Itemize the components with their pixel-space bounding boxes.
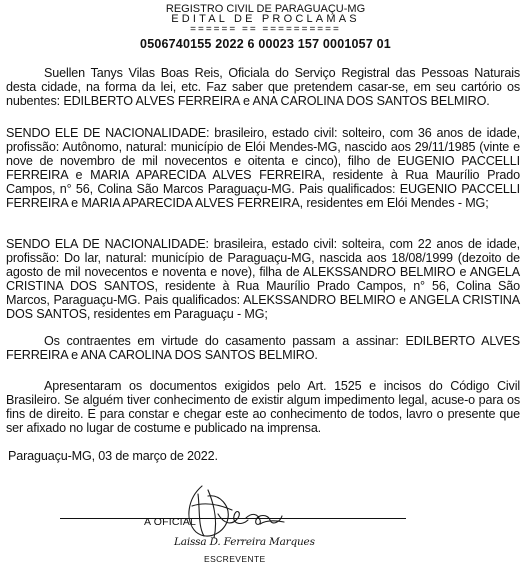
- registration-code: 0506740155 2022 6 00023 157 0001057 01: [140, 37, 391, 51]
- documents-paragraph: Apresentaram os documentos exigidos pelo Art. 1525 e incisos do Código Civil Brasileiro. Se alguém tiver conhecimento de existir algum impedimento legal, acuse-o para os fins de direito. E para constar e chegar este ao conhecimento de todos, lavro o presente que ser afixado no lugar de costume e publicado na imprensa.: [6, 379, 520, 435]
- bride-paragraph: SENDO ELA DE NACIONALIDADE: brasileira, estado civil: solteira, com 22 anos de idade, profissão: Do lar, natural: município de Paraguaçu-MG, nascida aos 18/08/1999 (dezoito de agosto de mil novecentos e noventa e nove), filha de ALEKSSANDRO BELMIRO e ANGELA CRISTINA DOS SANTOS, residente à Rua Maurílio Prado Campos, n° 56, Colina São Marcos, Paraguaçu-MG. Pais qualificados: ALEKSSANDRO BELMIRO e ANGELA CRISTINA DOS SANTOS, residentes em Paraguaçu - MG;: [6, 237, 520, 321]
- signature-line: [60, 518, 406, 519]
- place-date: Paraguaçu-MG, 03 de março de 2022.: [8, 449, 218, 463]
- officer-label: A OFICIAL: [144, 516, 196, 528]
- clerk-stamp-role: ESCREVENTE: [204, 554, 266, 564]
- clerk-stamp-name: Laissa D. Ferreira Marques: [174, 536, 315, 548]
- groom-paragraph: SENDO ELE DE NACIONALIDADE: brasileiro, estado civil: solteiro, com 36 anos de idade, profissão: Autônomo, natural: município de Elói Mendes-MG, nascido aos 29/11/1985 (vinte e nove de novembro de mil novecentos e oitenta e cinco), filho de EUGENIO PACCELLI FERREIRA e MARIA APARECIDA ALVES FERREIRA, residente à Rua Maurílio Prado Campos, n° 56, Colina São Marcos Paraguaçu-MG. Pais qualificados: EUGENIO PACCELLI FERREIRA e MARIA APARECIDA ALVES FERREIRA, residentes em Elói Mendes - MG;: [6, 126, 520, 210]
- signature-block: [0, 470, 531, 571]
- title-underline: ====== == ==========: [190, 24, 341, 35]
- handwritten-signature: [174, 480, 294, 544]
- document-title: EDITAL DE PROCLAMAS: [171, 13, 360, 25]
- intro-paragraph: Suellen Tanys Vilas Boas Reis, Oficiala do Serviço Registral das Pessoas Naturais desta cidade, na forma da lei, etc. Faz saber que pretendem casar-se, em seu cartório os nubentes: EDILBERTO ALVES FERREIRA e ANA CAROLINA DOS SANTOS BELMIRO.: [6, 66, 520, 108]
- registry-name: REGISTRO CIVIL DE PARAGUAÇU-MG: [165, 3, 366, 15]
- new-names-paragraph: Os contraentes em virtude do casamento passam a assinar: EDILBERTO ALVES FERREIRA e ANA CAROLINA DOS SANTOS BELMIRO.: [6, 334, 520, 362]
